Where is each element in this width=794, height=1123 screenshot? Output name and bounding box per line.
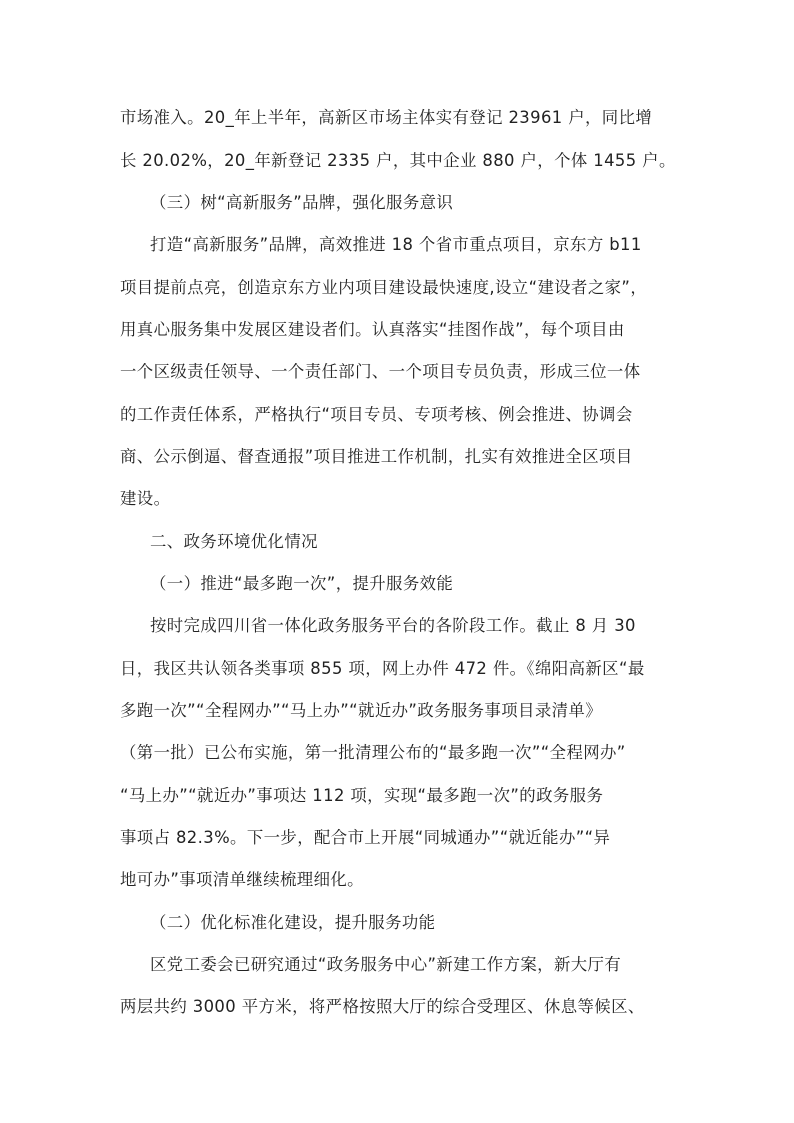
text-line: 用真心服务集中发展区建设者们。认真落实“挂图作战”，每个项目由	[120, 320, 625, 339]
text-line: 区党工委会已研究通过“政务服务中心”新建工作方案，新大厅有	[150, 955, 622, 974]
text-line: 多跑一次”“全程网办”“马上办”“就近办”政务服务事项目录清单》	[120, 701, 603, 720]
text-line: 市场准入。20_年上半年，高新区市场主体实有登记 23961 户，同比增	[120, 108, 653, 127]
section-heading: （二）优化标准化建设，提升服务功能	[150, 913, 436, 932]
section-heading: （三）树“高新服务”品牌，强化服务意识	[150, 193, 454, 212]
text-line: （第一批）已公布实施，第一批清理公布的“最多跑一次”“全程网办”	[120, 743, 626, 762]
text-line: 日，我区共认领各类事项 855 项，网上办件 472 件。《绵阳高新区“最	[120, 659, 645, 678]
text-line: 事项占 82.3%。下一步，配合市上开展“同城通办”“就近能办”“异	[120, 828, 611, 847]
text-line: 一个区级责任领导、一个责任部门、一个项目专员负责，形成三位一体	[120, 362, 641, 381]
text-line: 的工作责任体系，严格执行“项目专员、专项考核、例会推进、协调会	[120, 405, 633, 424]
text-line: 项目提前点亮，创造京东方业内项目建设最快速度,设立“建设者之家”，	[120, 278, 648, 297]
text-line: 建设。	[120, 489, 171, 508]
text-line: 打造“高新服务”品牌，高效推进 18 个省市重点项目，京东方 b11	[150, 235, 642, 254]
text-line: 地可办”事项清单继续梳理细化。	[120, 870, 364, 889]
text-line: 长 20.02%，20_年新登记 2335 户，其中企业 880 户，个体 1455 户。	[120, 151, 676, 170]
text-line: 两层共约 3000 平方米，将严格按照大厅的综合受理区、休息等候区、	[120, 997, 645, 1016]
text-line: 商、公示倒逼、督查通报”项目推进工作机制，扎实有效推进全区项目	[120, 447, 633, 466]
text-line: 按时完成四川省一体化政务服务平台的各阶段工作。截止 8 月 30	[150, 616, 636, 635]
text-line: “马上办”“就近办”事项达 112 项，实现“最多跑一次”的政务服务	[120, 786, 604, 805]
section-heading: 二、政务环境优化情况	[150, 532, 318, 551]
section-heading: （一）推进“最多跑一次”，提升服务效能	[150, 574, 454, 593]
